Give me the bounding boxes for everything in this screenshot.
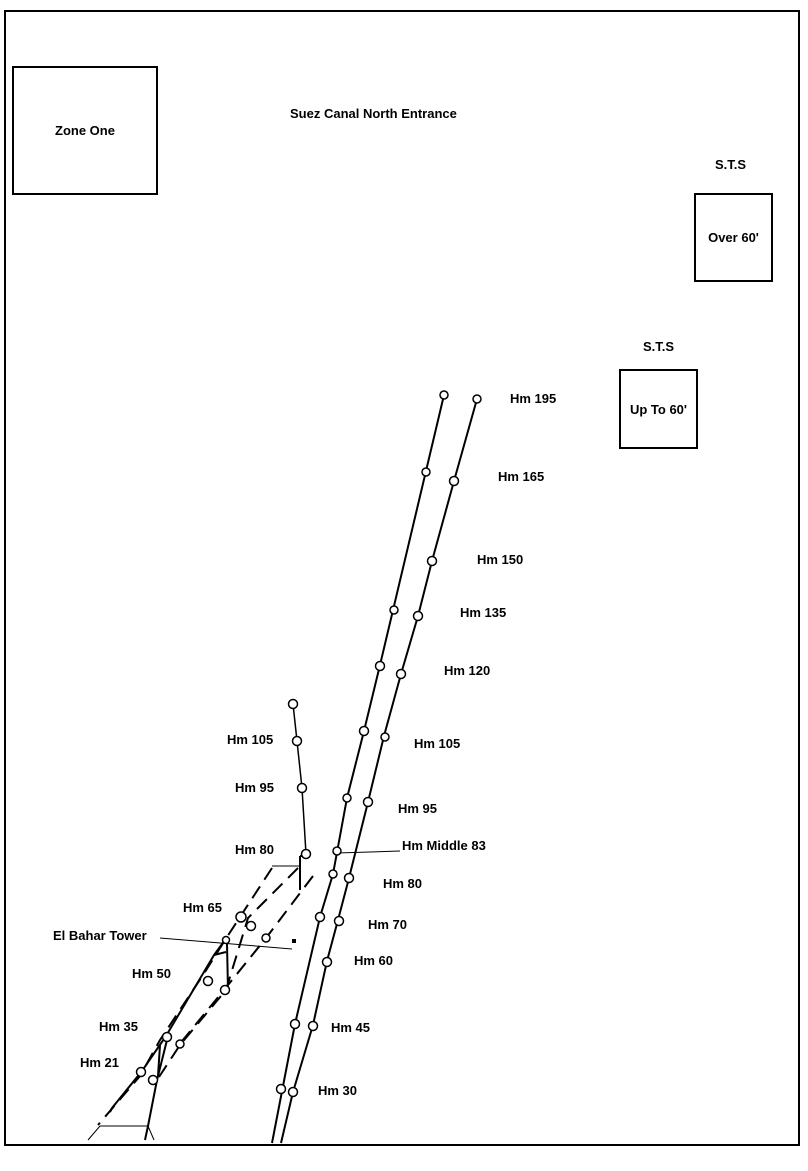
buoy <box>414 612 423 621</box>
buoy <box>333 847 341 855</box>
el-bahar-tower-label: El Bahar Tower <box>53 928 147 943</box>
main-label-hm-70: Hm 70 <box>368 917 408 932</box>
buoy <box>298 784 307 793</box>
buoy <box>149 1076 158 1085</box>
page-title: Suez Canal North Entrance <box>290 106 457 121</box>
zone-one-label: Zone One <box>55 123 115 138</box>
buoy <box>397 670 406 679</box>
main-label-hm-195: Hm 195 <box>510 391 557 406</box>
bottom-marker-line <box>88 1126 154 1140</box>
buoy <box>345 874 354 883</box>
main-label-hm-80: Hm 80 <box>383 876 423 891</box>
buoy <box>381 733 389 741</box>
sts-upto-label: Up To 60' <box>629 401 688 417</box>
buoy <box>376 662 385 671</box>
buoy <box>316 913 325 922</box>
buoy <box>428 557 437 566</box>
main-channel-east-edge <box>281 399 477 1143</box>
sts-over-heading: S.T.S <box>715 157 747 172</box>
buoy <box>323 958 332 967</box>
buoy <box>450 477 459 486</box>
west-label-hm-50: Hm 50 <box>132 966 172 981</box>
buoy <box>176 1040 184 1048</box>
sts-over-box <box>694 193 773 282</box>
sts-upto-heading: S.T.S <box>643 339 675 354</box>
main-label-hm-105: Hm 105 <box>414 736 461 751</box>
main-label-hm-150: Hm 150 <box>477 552 524 567</box>
main-label-hm-45: Hm 45 <box>331 1020 371 1035</box>
west-label-hm-105: Hm 105 <box>227 732 274 747</box>
el-bahar-tower-marker <box>292 939 296 943</box>
buoy <box>422 468 430 476</box>
buoy <box>364 798 373 807</box>
west-label-hm-80: Hm 80 <box>235 842 275 857</box>
buoy <box>293 737 302 746</box>
main-label-hm-95: Hm 95 <box>398 801 438 816</box>
west-label-hm-35: Hm 35 <box>99 1019 139 1034</box>
west-channel-lower-line <box>145 1040 167 1140</box>
main-label-hm-60: Hm 60 <box>354 953 394 968</box>
west-channel-line <box>293 704 306 854</box>
buoy <box>137 1068 146 1077</box>
buoy <box>221 986 230 995</box>
buoy <box>390 606 398 614</box>
main-label-hm-165: Hm 165 <box>498 469 545 484</box>
buoy <box>236 912 246 922</box>
buoy <box>329 870 337 878</box>
buoy <box>223 937 230 944</box>
zone-one-box <box>12 66 158 195</box>
buoy <box>247 922 256 931</box>
buoy <box>335 917 344 926</box>
buoy <box>360 727 369 736</box>
buoy <box>440 391 448 399</box>
west-label-hm-95: Hm 95 <box>235 780 275 795</box>
buoy <box>302 850 311 859</box>
buoy <box>163 1033 172 1042</box>
buoy <box>289 700 298 709</box>
sts-over-label: Over 60' <box>708 230 759 245</box>
buoy <box>343 794 351 802</box>
buoy <box>473 395 481 403</box>
buoy <box>204 977 213 986</box>
west-label-hm-21: Hm 21 <box>80 1055 120 1070</box>
main-label-hm-30: Hm 30 <box>318 1083 358 1098</box>
main-label-hm-135: Hm 135 <box>460 605 507 620</box>
main-label-hm-middle-83: Hm Middle 83 <box>402 838 486 853</box>
buoy <box>277 1085 286 1094</box>
buoy <box>289 1088 298 1097</box>
buoy <box>309 1022 318 1031</box>
sts-upto-box <box>619 369 698 449</box>
hm-middle-83-leader <box>337 851 400 853</box>
west-label-hm-65: Hm 65 <box>183 900 223 915</box>
buoy <box>262 934 270 942</box>
main-label-hm-120: Hm 120 <box>444 663 491 678</box>
buoy <box>291 1020 300 1029</box>
